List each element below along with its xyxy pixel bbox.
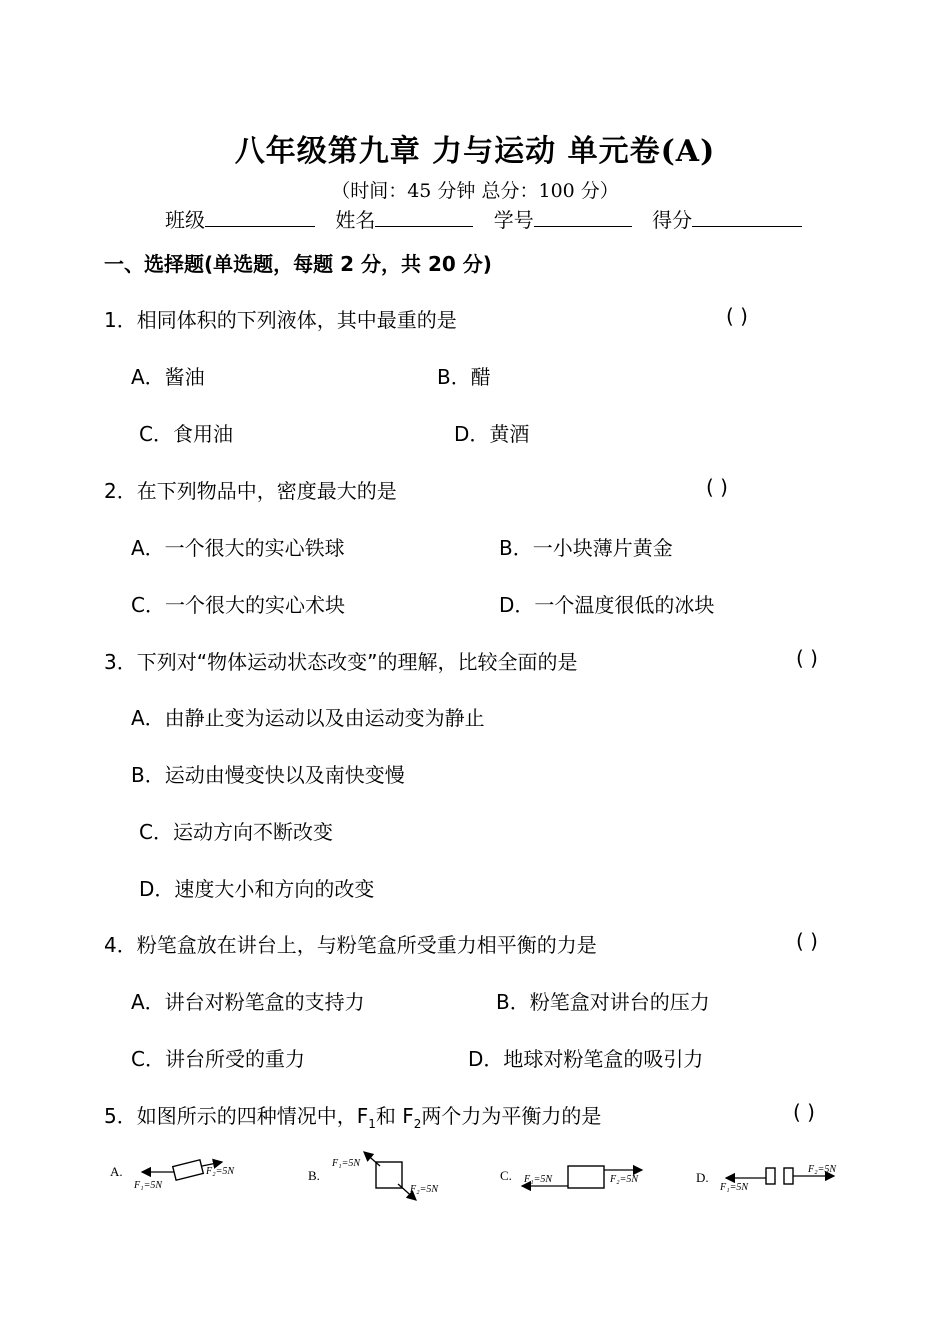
exam-subtitle: （时间：45 分钟 总分：100 分） (331, 180, 619, 202)
score-blank[interactable] (692, 208, 802, 227)
student-info-line (165, 204, 816, 233)
exam-title: 八年级第九章 力与运动 单元卷(A) (234, 134, 716, 169)
panel-c-f1-label: F₁=5N (524, 1174, 553, 1185)
panel-a-letter: A. (110, 1164, 123, 1179)
name-blank[interactable] (375, 208, 473, 227)
question-5-stem-mid: 和 F (375, 1104, 414, 1128)
question-5-stem-pre: 5．如图所示的四种情况中，F (104, 1104, 369, 1128)
panel-d-f2-label: F₂=5N (808, 1164, 837, 1175)
class-label: 班级 (165, 208, 205, 232)
figure-panel-a (110, 1160, 235, 1191)
name-label: 姓名 (335, 208, 376, 232)
student-id-label: 学号 (493, 208, 534, 232)
question-3-answer-blank[interactable]: ( ) (796, 646, 818, 670)
class-blank[interactable] (205, 208, 315, 227)
question-5-figure (100, 1150, 860, 1210)
panel-a-f2-label: F₂=5N (206, 1166, 235, 1177)
question-5-sub-1: 1 (368, 1117, 376, 1131)
question-3-stem: 3．下列对“物体运动状态改变”的理解，比较全面的是 (104, 650, 578, 674)
student-id-blank[interactable] (534, 208, 632, 227)
question-1-option-a[interactable]: A．酱油 (131, 365, 205, 389)
question-1-option-d[interactable]: D．黄酒 (454, 422, 530, 446)
question-4-option-c[interactable]: C．讲台所受的重力 (131, 1047, 305, 1071)
question-4-answer-blank[interactable]: ( ) (796, 929, 818, 953)
panel-b-f1-arrow (364, 1152, 380, 1166)
panel-b-f2-label: F₂=5N (410, 1184, 439, 1195)
question-1-stem: 1．相同体积的下列液体，其中最重的是 (104, 308, 457, 332)
question-2-option-d[interactable]: D．一个温度很低的冰块 (499, 593, 715, 617)
question-3-option-d[interactable]: D．速度大小和方向的改变 (139, 877, 375, 901)
panel-b-f1-label: F₁=5N (332, 1158, 361, 1169)
question-3-option-b[interactable]: B．运动由慢变快以及南快变慢 (131, 763, 405, 787)
panel-b-letter: B. (308, 1168, 320, 1183)
panel-d-f1-label: F₁=5N (720, 1182, 749, 1193)
question-2-option-a[interactable]: A．一个很大的实心铁球 (131, 536, 345, 560)
figure-panel-c (500, 1166, 642, 1188)
question-5-stem (104, 1100, 601, 1131)
figure-panel-d (696, 1164, 837, 1193)
question-3-option-a[interactable]: A．由静止变为运动以及由运动变为静止 (131, 706, 485, 730)
panel-a-block (173, 1160, 204, 1180)
panel-d-letter: D. (696, 1170, 709, 1185)
panel-d-block-right (784, 1168, 793, 1184)
question-2-option-b[interactable]: B．一小块薄片黄金 (499, 536, 673, 560)
panel-d-block-left (766, 1168, 775, 1184)
question-2-option-c[interactable]: C．一个很大的实心术块 (131, 593, 345, 617)
score-label: 得分 (652, 208, 693, 232)
question-5-answer-blank[interactable]: ( ) (793, 1100, 815, 1124)
question-5-sub-2: 2 (413, 1117, 422, 1131)
panel-c-f2-label: F₂=5N (610, 1174, 639, 1185)
panel-c-letter: C. (500, 1168, 512, 1183)
question-2-answer-blank[interactable]: ( ) (706, 475, 728, 499)
panel-a-f1-label: F₁=5N (134, 1180, 163, 1191)
section-heading: 一、选择题(单选题，每题 2 分，共 20 分) (104, 252, 492, 276)
question-1-option-c[interactable]: C．食用油 (139, 422, 233, 446)
question-1-answer-blank[interactable]: ( ) (726, 304, 748, 328)
question-4-option-b[interactable]: B．粉笔盒对讲台的压力 (496, 990, 710, 1014)
question-4-option-d[interactable]: D．地球对粉笔盒的吸引力 (468, 1047, 704, 1071)
panel-c-block (568, 1166, 604, 1188)
question-1-option-b[interactable]: B．醋 (437, 365, 491, 389)
question-2-stem: 2．在下列物品中，密度最大的是 (104, 479, 397, 503)
question-4-stem: 4．粉笔盒放在讲台上，与粉笔盒所受重力相平衡的力是 (104, 933, 597, 957)
figure-panel-b (308, 1152, 439, 1200)
question-4-option-a[interactable]: A．讲台对粉笔盒的支持力 (131, 990, 365, 1014)
question-5-stem-post: 两个力为平衡力的是 (421, 1104, 602, 1128)
question-3-option-c[interactable]: C．运动方向不断改变 (139, 820, 333, 844)
